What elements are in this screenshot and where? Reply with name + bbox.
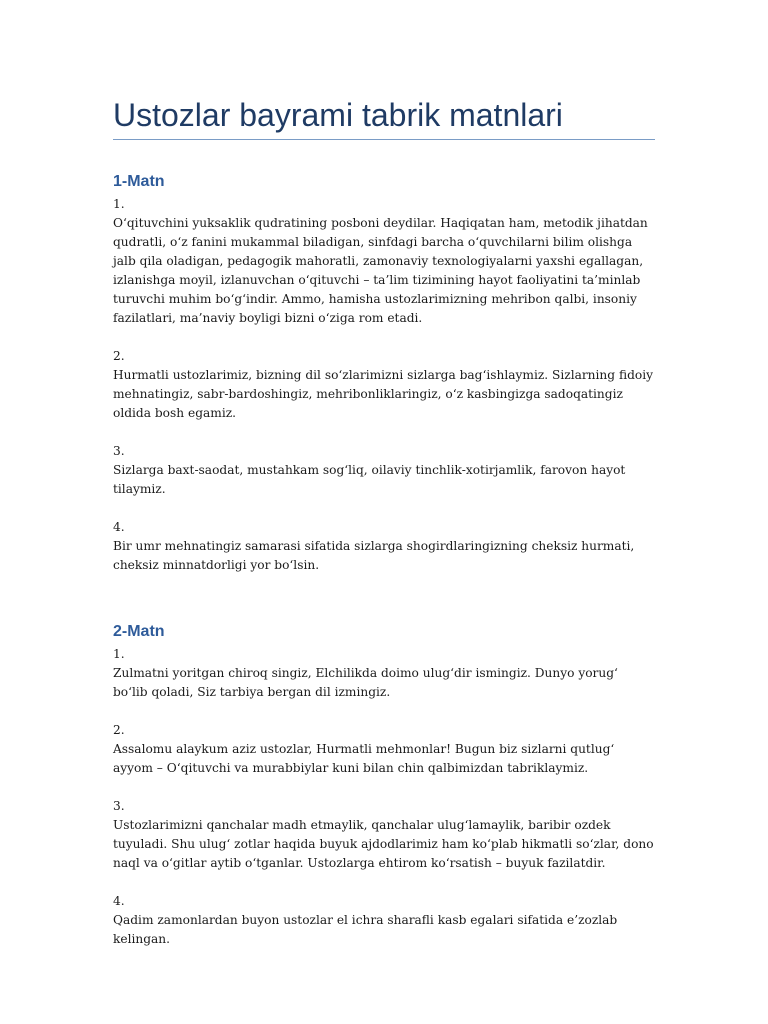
item-number: 2. [113,723,125,737]
list-item [113,518,655,575]
section-items [113,195,655,575]
item-number: 3. [113,444,125,458]
section-2-matn [113,622,655,949]
list-item [113,347,655,423]
document-title: Ustozlar bayrami tabrik matnlari [113,97,655,140]
item-text: Qadim zamonlardan buyon ustozlar el ichra sharafli kasb egalari sifatida e’zozlab kelingan. [113,913,618,946]
list-item [113,195,655,328]
item-number: 1. [113,197,125,211]
item-number: 2. [113,349,125,363]
item-text: Ustozlarimizni qanchalar madh etmaylik, qanchalar ulug‘lamaylik, baribir ozdek tuyuladi. Shu ulug‘ zotlar haqida buyuk ajdodlarimiz ham ko‘plab hikmatli so‘zlar, dono naql va o‘gitlar aytib o‘tganlar. Ustozlarga ehtirom ko‘rsatish – buyuk fazilatdir. [113,818,654,870]
section-heading: 2-Matn [113,623,165,640]
item-text: O‘qituvchini yuksaklik qudratining posboni deydilar. Haqiqatan ham, metodik jihatdan qudratli, o‘z fanini mukammal biladigan, sinfdagi barcha o‘quvchilarni bilim olishga jalb qila oladigan, pedagogik mahoratli, zamonaviy texnologiyalarni yaxshi egallagan, izlanishga moyil, izlanuvchan o‘qituvchi – ta’lim tizimining hayot faoliyatini ta’minlab turuvchi muhim bo‘g‘indir. Ammo, hamisha ustozlarimizning mehribon qalbi, insoniy fazilatlari, ma’naviy boyligi bizni o‘ziga rom etadi. [113,216,648,325]
item-text: Bir umr mehnatingiz samarasi sifatida sizlarga shogirdlaringizning cheksiz hurmati, cheksiz minnatdorligi yor bo‘lsin. [113,539,635,572]
section-heading: 1-Matn [113,173,165,190]
section-items [113,645,655,949]
list-item [113,442,655,499]
item-number: 1. [113,647,125,661]
item-text: Assalomu alaykum aziz ustozlar, Hurmatli mehmonlar! Bugun biz sizlarni qutlug‘ ayyom – O‘qituvchi va murabbiylar kuni bilan chin qalbimizdan tabriklaymiz. [113,742,615,775]
list-item [113,892,655,949]
item-number: 3. [113,799,125,813]
section-1-matn [113,172,655,575]
item-text: Hurmatli ustozlarimiz, bizning dil so‘zlarimizni sizlarga bag‘ishlaymiz. Sizlarning fidoiy mehnatingiz, sabr-bardoshingiz, mehribonliklaringiz, o‘z kasbingizga sadoqatingiz oldida bosh egamiz. [113,368,654,420]
item-text: Zulmatni yoritgan chiroq singiz, Elchilikda doimo ulug‘dir ismingiz. Dunyo yorug‘ bo‘lib qoladi, Siz tarbiya bergan dil izmingiz. [113,666,618,699]
item-number: 4. [113,894,125,908]
list-item [113,797,655,873]
list-item [113,721,655,778]
item-text: Sizlarga baxt-saodat, mustahkam sog‘liq, oilaviy tinchlik-xotirjamlik, farovon hayot tilaymiz. [113,463,626,496]
item-number: 4. [113,520,125,534]
list-item [113,645,655,702]
